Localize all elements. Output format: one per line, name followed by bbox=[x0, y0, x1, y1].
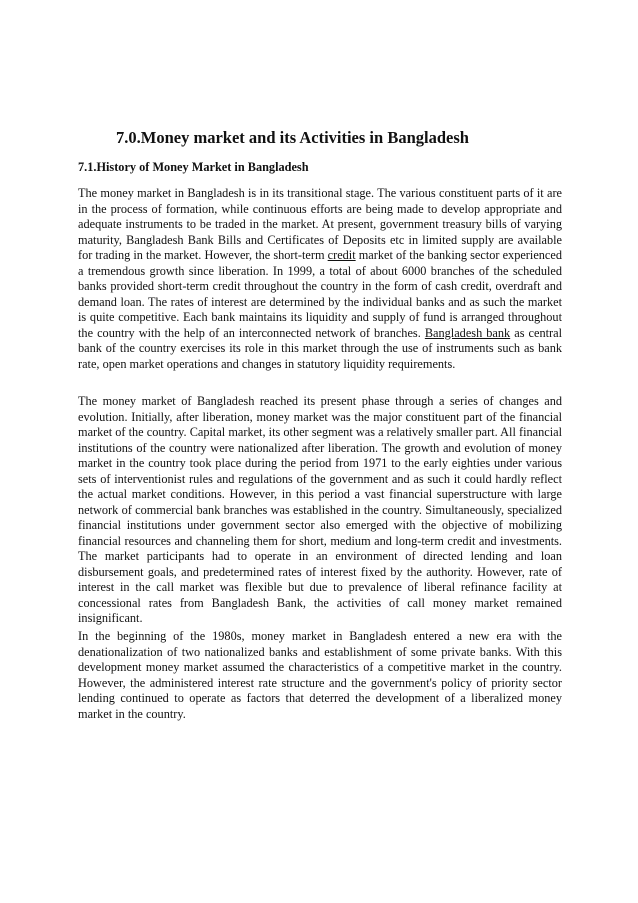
paragraph-1-text-a: The money market in Bangladesh is in its transitional stage. The various constituent parts of it are in the process of formation, while continuous efforts are being made to develop appropriate and adequate instruments to be traded in the market. At present, government treasury bills of varying maturity, Bangladesh Bank Bills and Certificates of Deposits etc in limited supply are available for trading in the market. However, the short-term bbox=[78, 186, 562, 262]
paragraph-1-text-b: market of the banking sector experienced a tremendous growth since liberation. In 1999, a total of about 6000 branches of the scheduled banks provided short-term credit throughout the country in the form of cash credit, overdraft and demand loan. The rates of interest are determined by the individual banks and as such the market is quite competitive. Each bank maintains its liquidity and supply of fund is arranged throughout the country with the help of an interconnected network of branches. bbox=[78, 248, 562, 340]
paragraph-1 bbox=[78, 186, 562, 372]
paragraph-3: In the beginning of the 1980s, money market in Bangladesh entered a new era with the denationalization of two nationalized banks and establishment of some private banks. With this development money market assumed the characteristics of a competitive market in the country. However, the administered interest rate structure and the government's policy of priority sector lending continued to operate as factors that deterred the development of a liberalized money market in the country. bbox=[78, 629, 562, 721]
paragraph-2: The money market of Bangladesh reached its present phase through a series of changes and evolution. Initially, after liberation, money market was the major constituent part of the financial market of the country. Capital market, its other segment was a relatively smaller part. All financial institutions of the country were nationalized after liberation. The growth and evolution of money market in the country took place during the period from 1971 to the early eighties under various sets of interventionist rules and regulations of the government and as such it could hardly reflect the actual market conditions. However, in this period a vast financial superstructure with large network of commercial bank branches was established in the country. Simultaneously, specialized financial institutions under government sector also emerged with the objective of mobilizing financial resources and channeling them for short, medium and long-term credit and investments. The market participants had to operate in an environment of directed lending and loan disbursement goals, and predetermined rates of interest fixed by the authority. However, rate of interest in the call market was flexible but due to prevalence of liberal refinance facility at concessional rates from Bangladesh Bank, the activities of call money market remained insignificant. bbox=[78, 394, 562, 625]
bangladesh-bank-link[interactable]: Bangladesh bank bbox=[424, 325, 511, 340]
credit-link[interactable]: credit bbox=[327, 248, 356, 262]
section-heading: 7.1.History of Money Market in Bangladesh bbox=[78, 160, 309, 174]
paragraph-1-text-c: as central bank of the country exercises its role in this market through the use of instruments such as bank rate, open market operations and changes in statutory liquidity requirements. bbox=[78, 325, 563, 371]
page-title: 7.0.Money market and its Activities in Bangladesh bbox=[116, 128, 469, 147]
